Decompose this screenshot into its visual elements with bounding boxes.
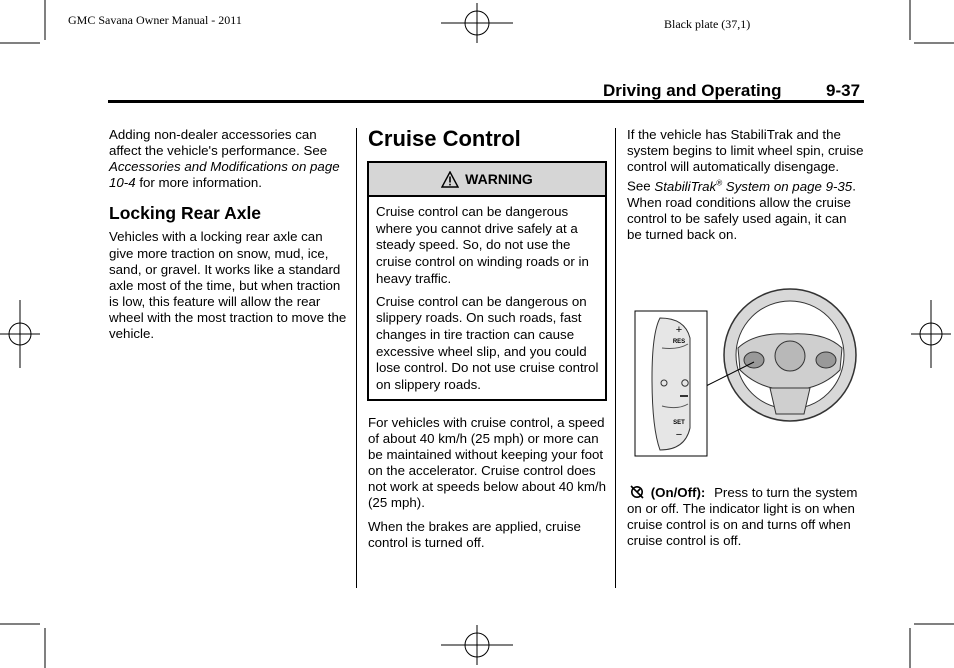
set-label: SET: [673, 420, 685, 426]
header-rule: [108, 100, 864, 103]
warning-paragraph-2: Cruise control can be dangerous on slippery roads. On such roads, fast changes in tire traction can cause excessive wheel slip, and you could lose control. Do not use cruise control on slippery roads.: [376, 293, 599, 393]
cruise-on-off-icon: [627, 484, 647, 499]
cruise-switch-panel: [652, 318, 690, 450]
cruise-intro-paragraph: For vehicles with cruise control, a speed of about 40 km/h (25 mph) or more can be maintained without keeping your foot on the accelerator. Cruise control does not work at speeds below about 40 km/h (25 mph).: [368, 415, 607, 511]
column-divider-1: [356, 128, 357, 588]
on-off-description: [627, 484, 865, 549]
resume-plus-label: +: [675, 324, 683, 336]
cruise-control-figure: [630, 278, 865, 460]
accessories-reference[interactable]: Accessories and Modifications on page 10-4: [109, 159, 340, 191]
intro-paragraph: Adding non-dealer accessories can affect the vehicle's performance. See Accessories and Modifications on page 10-4 for more information.: [109, 127, 340, 191]
warning-icon: [441, 171, 459, 188]
warning-header: [369, 163, 605, 197]
brake-paragraph: When the brakes are applied, cruise control is turned off.: [368, 518, 581, 550]
plate-info: Black plate (37,1): [664, 17, 751, 31]
on-off-text: Press to turn the system on or off. The indicator light is on when cruise control is on and turns off when cruise control is off.: [627, 485, 858, 549]
column-1: [109, 127, 349, 349]
res-label: RES: [672, 339, 686, 345]
stabilitrak-reference[interactable]: StabiliTrak® System on page 9-35: [654, 178, 853, 194]
steering-wheel-image: [724, 289, 856, 421]
column-2-body: [368, 415, 606, 558]
on-off-label: (On/Off):: [650, 485, 706, 500]
set-minus-label: −: [675, 429, 683, 441]
column-divider-2: [615, 128, 616, 588]
locking-rear-axle-heading: Locking Rear Axle: [109, 203, 262, 224]
warning-label: WARNING: [465, 171, 533, 187]
section-title: Driving and Operating: [603, 81, 782, 100]
cruise-control-title: Cruise Control: [368, 126, 521, 151]
column-3-top: [627, 127, 865, 250]
print-header-title: GMC Savana Owner Manual - 2011: [68, 13, 242, 27]
locking-rear-axle-text: Vehicles with a locking rear axle can give more traction on snow, mud, ice, sand, or gravel. It works like a standard axle most of the time, but when traction is low, this feature will allow the rear wheel with the most traction to move the vehicle.: [109, 229, 347, 342]
warning-paragraph-1: Cruise control can be dangerous where you cannot drive safely at a steady speed. So, do not use the cruise control on winding roads or in heavy traffic.: [376, 204, 589, 286]
stabilitrak-paragraph: If the vehicle has StabiliTrak and the system begins to limit wheel spin, cruise control will automatically disengage. See StabiliTrak® System on page 9-35. When road conditions allow the cruise control to be safely used again, it can be turned back on.: [627, 127, 864, 242]
page-number: 9-37: [826, 81, 861, 100]
warning-box: [367, 161, 607, 401]
